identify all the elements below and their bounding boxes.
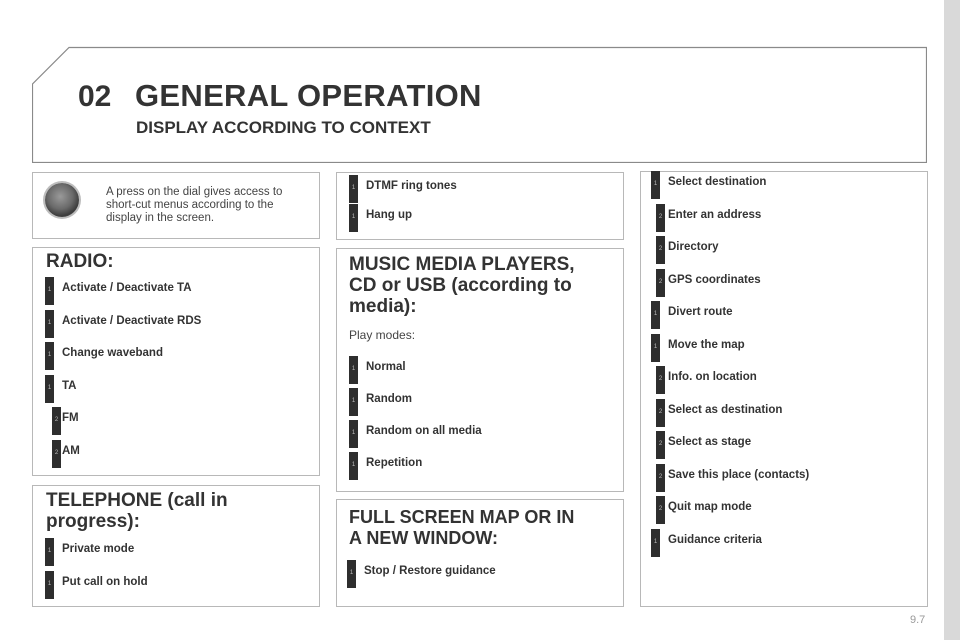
level-marker: 1: [347, 560, 356, 588]
menu-item[interactable]: Select as destination: [668, 403, 783, 416]
level-marker: 1: [349, 452, 358, 480]
level-marker: 2: [656, 431, 665, 459]
menu-item[interactable]: Activate / Deactivate TA: [62, 282, 192, 294]
menu-item[interactable]: Save this place (contacts): [668, 468, 810, 481]
level-marker: 1: [651, 171, 660, 199]
menu-item[interactable]: Normal: [366, 361, 406, 373]
menu-item[interactable]: FM: [62, 412, 79, 424]
menu-item[interactable]: Quit map mode: [668, 501, 752, 513]
play-modes-label: Play modes:: [349, 328, 416, 342]
level-marker: 2: [656, 236, 665, 264]
menu-item[interactable]: TA: [62, 379, 77, 392]
level-marker: 1: [651, 529, 660, 557]
intro-text: A press on the dial gives access to short-cut menus according to the display in the screen.: [106, 186, 283, 224]
menu-item[interactable]: Random: [366, 393, 412, 405]
level-marker: 2: [656, 399, 665, 427]
page-number: 9.7: [910, 614, 926, 626]
level-marker: 2: [656, 496, 665, 524]
level-marker: 1: [651, 334, 660, 362]
page-subtitle: DISPLAY ACCORDING TO CONTEXT: [136, 118, 431, 137]
menu-item[interactable]: Hang up: [366, 209, 412, 221]
menu-item[interactable]: Select as stage: [668, 436, 752, 448]
page-title: GENERAL OPERATION: [135, 78, 482, 113]
menu-item[interactable]: Put call on hold: [62, 576, 148, 588]
level-marker: 1: [349, 175, 358, 203]
menu-item[interactable]: Private mode: [62, 543, 135, 555]
level-marker: 1: [45, 538, 54, 566]
menu-item[interactable]: Directory: [668, 241, 719, 253]
level-marker: 1: [349, 420, 358, 448]
level-marker: 2: [656, 366, 665, 394]
level-marker: 2: [52, 440, 61, 468]
telephone-title: TELEPHONE (call in progress):: [46, 490, 228, 532]
menu-item[interactable]: GPS coordinates: [668, 273, 761, 286]
level-marker: 1: [45, 375, 54, 403]
chapter-number: 02: [78, 80, 112, 113]
menu-item[interactable]: AM: [62, 444, 80, 457]
menu-item[interactable]: Divert route: [668, 306, 733, 318]
menu-item[interactable]: Info. on location: [668, 371, 757, 383]
menu-item[interactable]: Guidance criteria: [668, 533, 762, 546]
level-marker: 1: [349, 356, 358, 384]
radio-title: RADIO:: [46, 251, 114, 272]
level-marker: 2: [656, 204, 665, 232]
level-marker: 1: [349, 388, 358, 416]
level-marker: 2: [656, 464, 665, 492]
menu-item[interactable]: Move the map: [668, 338, 745, 351]
menu-item[interactable]: Random on all media: [366, 425, 482, 437]
level-marker: 1: [45, 571, 54, 599]
level-marker: 2: [52, 407, 61, 435]
level-marker: 1: [651, 301, 660, 329]
fullmap-title: FULL SCREEN MAP OR IN A NEW WINDOW:: [349, 507, 575, 548]
side-scroll-strip: [944, 0, 960, 640]
dial-icon: [45, 183, 79, 217]
menu-item[interactable]: DTMF ring tones: [366, 180, 457, 192]
level-marker: 1: [45, 277, 54, 305]
level-marker: 1: [349, 204, 358, 232]
menu-item[interactable]: Change waveband: [62, 347, 163, 359]
menu-item[interactable]: Repetition: [366, 457, 423, 469]
menu-item[interactable]: Select destination: [668, 176, 767, 188]
menu-item[interactable]: Stop / Restore guidance: [364, 565, 496, 577]
level-marker: 2: [656, 269, 665, 297]
menu-item[interactable]: Activate / Deactivate RDS: [62, 314, 202, 327]
level-marker: 1: [45, 310, 54, 338]
menu-item[interactable]: Enter an address: [668, 208, 762, 221]
level-marker: 1: [45, 342, 54, 370]
music-title: MUSIC MEDIA PLAYERS, CD or USB (according to media):: [349, 254, 575, 317]
